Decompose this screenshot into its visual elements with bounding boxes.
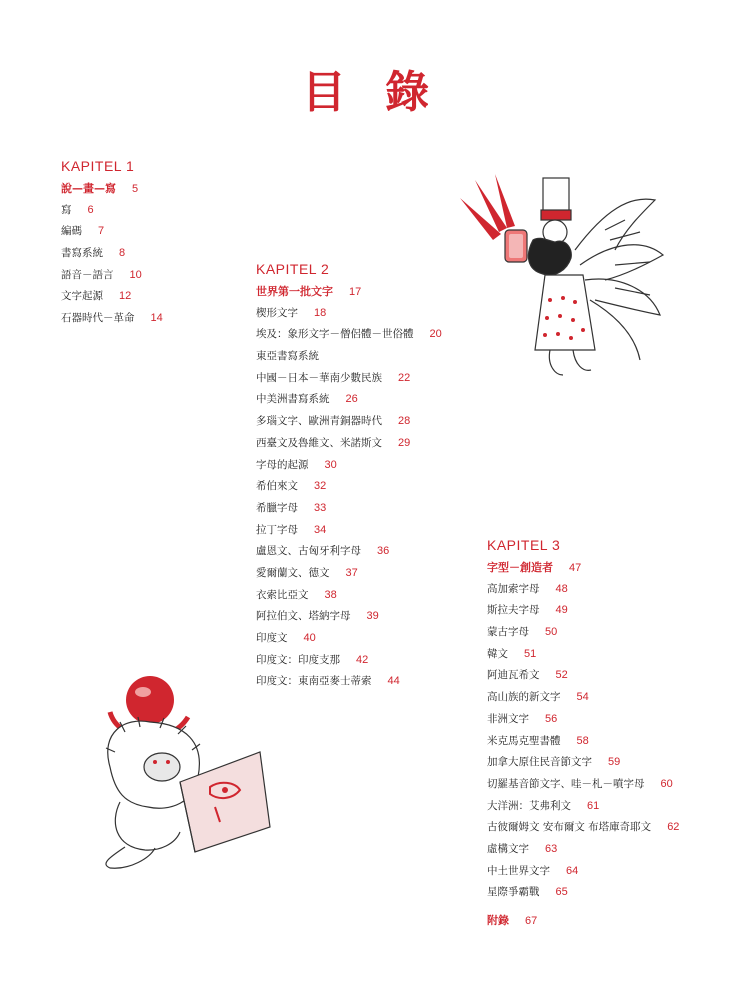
entry-label: 寫 bbox=[61, 203, 72, 216]
toc-entry[interactable] bbox=[256, 476, 442, 498]
entry-label: 中土世界文字 bbox=[487, 864, 550, 877]
entry-label: 阿拉伯文、塔納字母 bbox=[256, 610, 351, 623]
toc-entry[interactable] bbox=[256, 455, 442, 477]
entry-label: 大洋洲：艾弗利文 bbox=[487, 799, 571, 812]
entry-page: 50 bbox=[545, 626, 558, 639]
toc-entry[interactable] bbox=[487, 665, 679, 687]
entry-label: 書寫系統 bbox=[61, 247, 103, 260]
toc-entry[interactable] bbox=[487, 579, 679, 601]
toc-entry[interactable] bbox=[61, 243, 163, 265]
entry-page: 42 bbox=[356, 653, 369, 666]
toc-entry[interactable] bbox=[256, 520, 442, 542]
toc-entry[interactable] bbox=[61, 178, 163, 200]
entry-label: 印度文：印度支那 bbox=[256, 653, 340, 666]
toc-entry[interactable] bbox=[487, 882, 679, 904]
entry-label: 韓文 bbox=[487, 647, 508, 660]
entry-label: 語音－語言 bbox=[61, 268, 114, 281]
entry-page: 51 bbox=[524, 647, 537, 660]
toc-entry[interactable] bbox=[487, 644, 679, 666]
figure bbox=[505, 220, 595, 375]
entry-page: 30 bbox=[324, 458, 337, 471]
entry-label: 石器時代－革命 bbox=[61, 312, 135, 325]
entry-page: 65 bbox=[555, 886, 568, 899]
entry-page: 20 bbox=[429, 328, 442, 341]
toc-entry[interactable] bbox=[487, 839, 679, 861]
entry-page: 47 bbox=[569, 562, 582, 574]
chapter-1 bbox=[61, 158, 163, 330]
entry-page: 18 bbox=[314, 306, 327, 319]
chapter-2 bbox=[256, 261, 442, 693]
toc-entry[interactable] bbox=[487, 752, 679, 774]
toc-entry[interactable] bbox=[256, 324, 442, 346]
toc-entry[interactable] bbox=[487, 817, 679, 839]
toc-entry[interactable] bbox=[487, 774, 679, 796]
entry-label: 拉丁字母 bbox=[256, 523, 298, 536]
entry-page: 61 bbox=[587, 799, 600, 812]
chapter-heading: KAPITEL 3 bbox=[487, 537, 561, 553]
toc-entry[interactable] bbox=[256, 563, 442, 585]
entry-label: 中國－日本－華南少數民族 bbox=[256, 371, 382, 384]
toc-entry[interactable] bbox=[256, 368, 442, 390]
toc-entry[interactable] bbox=[256, 303, 442, 325]
entry-page: 36 bbox=[377, 545, 390, 558]
entry-label: 盧恩文、古匈牙利字母 bbox=[256, 545, 361, 558]
entry-page: 67 bbox=[525, 915, 538, 927]
entry-page: 59 bbox=[608, 756, 621, 769]
toc-entry[interactable] bbox=[256, 281, 442, 303]
entry-page: 60 bbox=[660, 777, 673, 790]
entry-label: 東亞書寫系統 bbox=[256, 350, 319, 363]
entry-label: 衣索比亞文 bbox=[256, 588, 309, 601]
chapter-3 bbox=[487, 537, 679, 904]
toc-entry[interactable] bbox=[256, 650, 442, 672]
entry-page: 8 bbox=[119, 247, 126, 260]
entry-label: 編碼 bbox=[61, 225, 82, 238]
entry-label: 印度文 bbox=[256, 632, 288, 644]
winged-scribe-illustration bbox=[455, 170, 670, 390]
page-title: 目 錄 bbox=[301, 67, 442, 118]
entry-label: 字型－創造者 bbox=[487, 561, 553, 574]
entry-label: 斯拉夫字母 bbox=[487, 604, 540, 617]
entry-page: 49 bbox=[555, 604, 568, 617]
entry-label: 愛爾蘭文、德文 bbox=[256, 566, 330, 579]
entry-page: 54 bbox=[576, 691, 589, 704]
entry-label: 高加索字母 bbox=[487, 582, 540, 595]
toc-entry[interactable] bbox=[256, 671, 442, 693]
toc-entry[interactable] bbox=[487, 709, 679, 731]
entry-page: 40 bbox=[303, 632, 316, 644]
chapter-heading: KAPITEL 1 bbox=[61, 158, 135, 174]
toc-entry[interactable] bbox=[256, 346, 442, 368]
entry-label: 印度文：東南亞麥士蒂索 bbox=[256, 675, 372, 688]
entry-label: 文字起源 bbox=[61, 290, 103, 303]
toc-entry[interactable] bbox=[256, 498, 442, 520]
entry-page: 44 bbox=[387, 675, 400, 688]
entry-label: 說—畫—寫 bbox=[61, 182, 116, 195]
toc-entry[interactable] bbox=[487, 687, 679, 709]
toc-entry[interactable] bbox=[61, 200, 163, 222]
entry-page: 29 bbox=[398, 436, 411, 449]
entry-page: 37 bbox=[345, 566, 358, 579]
entry-page: 52 bbox=[555, 669, 568, 682]
entry-label: 非洲文字 bbox=[487, 712, 529, 725]
entry-label: 虛構文字 bbox=[487, 842, 529, 855]
entry-label: 米克馬克聖書體 bbox=[487, 734, 561, 747]
entry-page: 63 bbox=[545, 842, 558, 855]
toc-entry[interactable] bbox=[61, 286, 163, 308]
entry-page: 38 bbox=[324, 588, 337, 601]
entry-page: 32 bbox=[314, 480, 327, 493]
entry-label: 阿迪瓦希文 bbox=[487, 669, 540, 682]
toc-entry-appendix[interactable] bbox=[487, 912, 537, 928]
entry-page: 7 bbox=[98, 225, 105, 238]
toc-entry[interactable] bbox=[256, 606, 442, 628]
entry-page: 10 bbox=[129, 268, 142, 281]
entry-page: 17 bbox=[349, 286, 362, 298]
entry-page: 26 bbox=[345, 393, 358, 406]
entry-page: 5 bbox=[132, 183, 139, 195]
entry-page: 56 bbox=[545, 712, 558, 725]
entry-page: 48 bbox=[555, 582, 568, 595]
toc-entry[interactable] bbox=[256, 433, 442, 455]
baboon-reading-illustration bbox=[100, 672, 275, 872]
entry-label: 星際爭霸戰 bbox=[487, 886, 540, 899]
entry-label: 附錄 bbox=[487, 914, 509, 927]
entry-page: 33 bbox=[314, 501, 327, 514]
toc-entry[interactable] bbox=[61, 221, 163, 243]
entry-label: 西臺文及魯維文、米諾斯文 bbox=[256, 436, 382, 449]
entry-label: 字母的起源 bbox=[256, 458, 309, 471]
entry-label: 楔形文字 bbox=[256, 306, 298, 319]
toc-entry[interactable] bbox=[487, 731, 679, 753]
toc-entry[interactable] bbox=[487, 796, 679, 818]
entry-page: 64 bbox=[566, 864, 579, 877]
entry-label: 古彼爾姆文 安布爾文 布塔庫奇耶文 bbox=[487, 821, 652, 834]
toc-entry[interactable] bbox=[61, 265, 163, 287]
toc-entry[interactable] bbox=[256, 389, 442, 411]
toc-entry[interactable] bbox=[487, 557, 679, 579]
entry-page: 22 bbox=[398, 371, 411, 384]
toc-entry[interactable] bbox=[61, 308, 163, 330]
entry-page: 12 bbox=[119, 290, 132, 303]
entry-label: 世界第一批文字 bbox=[256, 285, 333, 298]
toc-entry[interactable] bbox=[256, 541, 442, 563]
toc-entry[interactable] bbox=[256, 585, 442, 607]
entry-label: 切羅基音節文字、哇－札－噴字母 bbox=[487, 777, 645, 790]
entry-page: 34 bbox=[314, 523, 327, 536]
toc-entry[interactable] bbox=[487, 622, 679, 644]
entry-page: 6 bbox=[87, 203, 94, 216]
entry-label: 埃及：象形文字－僧侶體－世俗體 bbox=[256, 328, 414, 341]
entry-label: 高山族的新文字 bbox=[487, 691, 561, 704]
toc-entry[interactable] bbox=[256, 411, 442, 433]
entry-page: 14 bbox=[150, 312, 163, 325]
entry-label: 希臘字母 bbox=[256, 501, 298, 514]
entry-page: 39 bbox=[366, 610, 379, 623]
entry-label: 希伯來文 bbox=[256, 480, 298, 493]
entry-page: 58 bbox=[576, 734, 589, 747]
entry-page: 62 bbox=[667, 821, 680, 834]
toc-entry[interactable] bbox=[256, 628, 442, 650]
crown bbox=[541, 178, 571, 220]
toc-entry[interactable] bbox=[487, 600, 679, 622]
entry-label: 多瑙文字、歐洲青銅器時代 bbox=[256, 415, 382, 428]
toc-entry[interactable] bbox=[487, 861, 679, 883]
entry-page: 28 bbox=[398, 415, 411, 428]
entry-label: 蒙古字母 bbox=[487, 626, 529, 639]
entry-label: 中美洲書寫系統 bbox=[256, 393, 330, 406]
entry-label: 加拿大原住民音節文字 bbox=[487, 756, 592, 769]
chapter-heading: KAPITEL 2 bbox=[256, 261, 330, 277]
